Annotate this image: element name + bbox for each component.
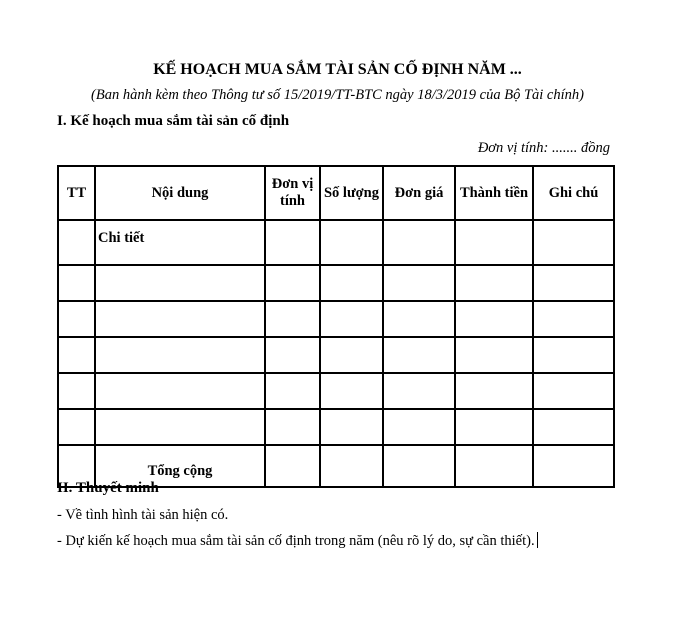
table-cell[interactable]	[455, 409, 533, 445]
table-row	[58, 337, 614, 373]
table-cell[interactable]	[58, 220, 95, 265]
unit-of-measure: Đơn vị tính: ....... đồng	[477, 140, 610, 156]
section-1-heading: I. Kế hoạch mua sắm tài sản cố định	[57, 113, 290, 129]
table-cell[interactable]	[383, 445, 455, 487]
table-cell[interactable]	[95, 265, 265, 301]
table-cell[interactable]	[320, 409, 383, 445]
table-cell[interactable]	[320, 373, 383, 409]
document-subtitle: (Ban hành kèm theo Thông tư số 15/2019/TT-BTC ngày 18/3/2019 của Bộ Tài chính)	[91, 87, 584, 103]
table-cell[interactable]	[95, 301, 265, 337]
table-cell[interactable]	[383, 373, 455, 409]
explanation-line-1: - Về tình hình tài sản hiện có.	[57, 507, 229, 523]
table-cell[interactable]	[533, 265, 614, 301]
document-title: KẾ HOẠCH MUA SẮM TÀI SẢN CỐ ĐỊNH NĂM ...	[153, 61, 522, 78]
header-unit: Đơn vị tính	[265, 166, 320, 220]
table-cell[interactable]	[265, 301, 320, 337]
table-cell[interactable]	[533, 301, 614, 337]
table-cell[interactable]	[455, 265, 533, 301]
table-cell[interactable]	[455, 445, 533, 487]
header-price: Đơn giá	[383, 166, 455, 220]
header-tt: TT	[58, 166, 95, 220]
table-cell[interactable]	[58, 409, 95, 445]
explanation-line-2-text: - Dự kiến kế hoạch mua sắm tài sản cố định trong năm (nêu rõ lý do, sự cần thiết).	[57, 533, 535, 549]
table-cell[interactable]	[58, 265, 95, 301]
table-cell[interactable]	[533, 337, 614, 373]
table-cell[interactable]	[383, 220, 455, 265]
asset-plan-table	[57, 165, 615, 488]
table-cell[interactable]	[320, 445, 383, 487]
table-cell[interactable]	[265, 373, 320, 409]
section-2-heading: II. Thuyết minh	[57, 480, 159, 496]
table-row	[58, 265, 614, 301]
header-quantity: Số lượng	[320, 166, 383, 220]
table-cell[interactable]	[265, 409, 320, 445]
table-cell[interactable]	[320, 337, 383, 373]
table-cell[interactable]	[320, 220, 383, 265]
detail-label[interactable]: Chi tiết	[95, 220, 265, 265]
table-cell[interactable]	[320, 265, 383, 301]
table-row-detail	[58, 220, 614, 265]
header-content: Nội dung	[95, 166, 265, 220]
table-cell[interactable]	[265, 265, 320, 301]
table-cell[interactable]	[58, 337, 95, 373]
table-cell[interactable]	[455, 301, 533, 337]
table-cell[interactable]	[455, 220, 533, 265]
table-row	[58, 301, 614, 337]
table-cell[interactable]	[265, 220, 320, 265]
total-label[interactable]: Tổng cộng	[95, 445, 265, 487]
table-cell[interactable]	[58, 301, 95, 337]
table-cell[interactable]	[533, 373, 614, 409]
table-cell[interactable]	[265, 445, 320, 487]
table-cell[interactable]	[95, 337, 265, 373]
table-cell[interactable]	[455, 373, 533, 409]
table-cell[interactable]	[383, 301, 455, 337]
table-cell[interactable]	[95, 373, 265, 409]
table-cell[interactable]	[533, 445, 614, 487]
table-cell[interactable]	[95, 409, 265, 445]
table-cell[interactable]	[320, 301, 383, 337]
explanation-line-2[interactable]	[57, 532, 538, 550]
table-cell[interactable]	[265, 337, 320, 373]
header-amount: Thành tiền	[455, 166, 533, 220]
text-cursor	[537, 532, 538, 548]
table-cell[interactable]	[533, 220, 614, 265]
table-cell[interactable]	[455, 337, 533, 373]
table-cell[interactable]	[383, 409, 455, 445]
table-cell[interactable]	[58, 373, 95, 409]
table-cell[interactable]	[533, 409, 614, 445]
table-cell[interactable]	[383, 265, 455, 301]
header-note: Ghi chú	[533, 166, 614, 220]
table-cell[interactable]	[383, 337, 455, 373]
table-row	[58, 409, 614, 445]
table-header-row	[58, 166, 614, 220]
table-row	[58, 373, 614, 409]
